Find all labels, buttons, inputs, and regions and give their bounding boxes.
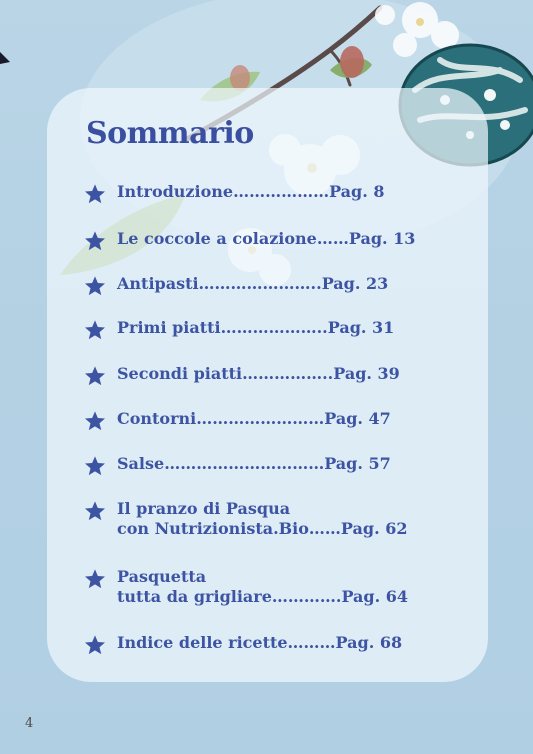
toc-entry-salse[interactable] (84, 454, 464, 477)
toc-entry-secondi-piatti[interactable] (84, 364, 464, 387)
star-icon (84, 410, 106, 432)
toc-entry-indice-ricette[interactable] (84, 633, 464, 656)
toc-entry-label: Contorni……………………Pag. 47 (117, 409, 391, 428)
toc-entry-introduzione[interactable] (84, 182, 464, 205)
star-icon (84, 500, 106, 522)
toc-entry-label: Salse…………………………Pag. 57 (117, 454, 391, 473)
star-icon (84, 319, 106, 341)
toc-entry-label: Il pranzo di Pasqua con Nutrizionista.Bio……Pag. 62 (117, 499, 408, 538)
toc-entry-primi-piatti[interactable] (84, 318, 464, 341)
toc-entry-colazione[interactable] (84, 229, 464, 252)
star-icon (84, 230, 106, 252)
star-icon (84, 455, 106, 477)
toc-entry-label: Secondi piatti……………..Pag. 39 (117, 364, 400, 383)
toc-entry-label: Pasquetta tutta da grigliare………….Pag. 64 (117, 567, 409, 606)
bud (340, 46, 364, 78)
toc-entry-pasquetta[interactable] (84, 567, 464, 607)
corner-arrow-icon (0, 52, 10, 64)
page-title: Sommario (86, 116, 254, 151)
toc-entry-label: Le coccole a colazione……Pag. 13 (117, 229, 416, 248)
toc-entry-label: Antipasti…………………..Pag. 23 (117, 274, 389, 293)
toc-entry-pranzo-di-pasqua[interactable] (84, 499, 464, 539)
page-number: 4 (25, 716, 34, 731)
star-icon (84, 365, 106, 387)
star-icon (84, 183, 106, 205)
toc-entry-contorni[interactable] (84, 409, 464, 432)
toc-entry-label: Indice delle ricette………Pag. 68 (117, 633, 403, 652)
toc-entry-label: Primi piatti………………..Pag. 31 (117, 318, 395, 337)
toc-entry-label: Introduzione………………Pag. 8 (117, 182, 385, 201)
star-icon (84, 275, 106, 297)
toc-entry-antipasti[interactable] (84, 274, 464, 297)
star-icon (84, 568, 106, 590)
star-icon (84, 634, 106, 656)
